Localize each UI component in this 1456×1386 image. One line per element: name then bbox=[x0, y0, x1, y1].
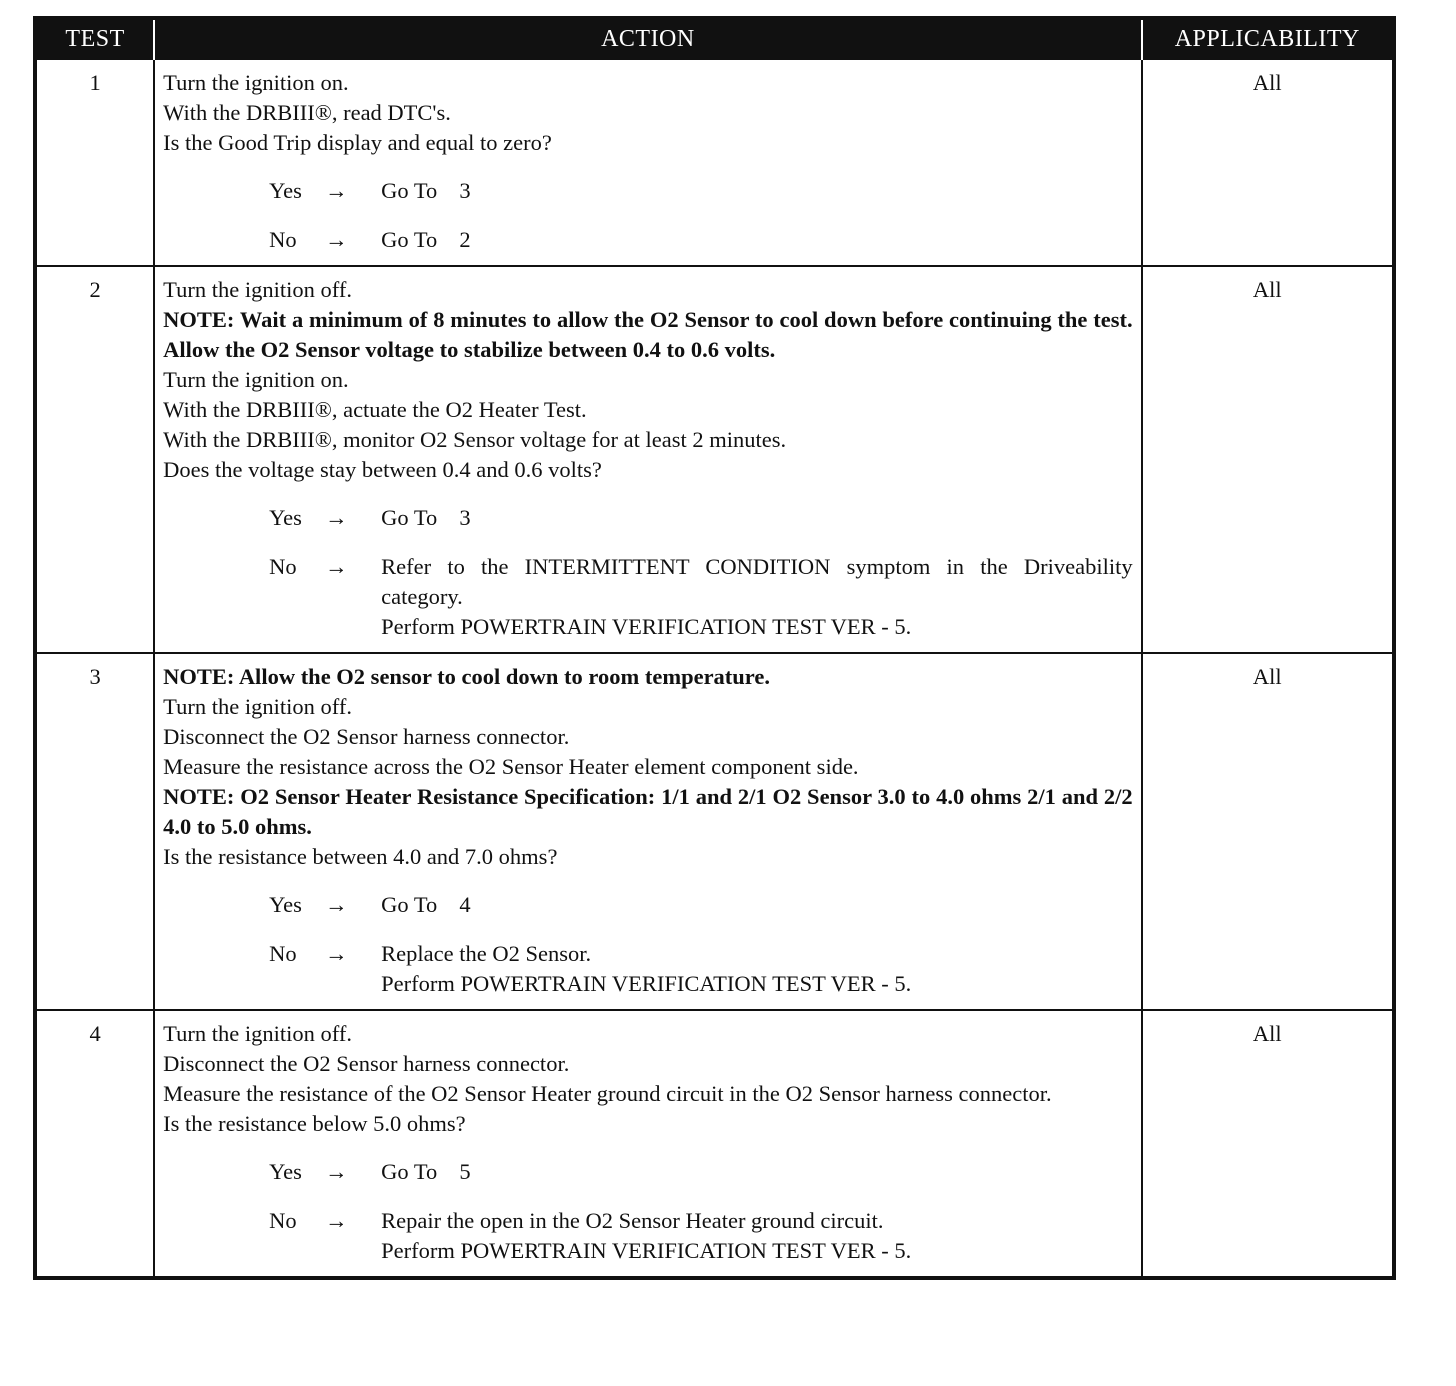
table-header-row bbox=[35, 18, 1394, 59]
goto-step-number: 2 bbox=[459, 227, 471, 252]
goto-step-number: 4 bbox=[459, 892, 471, 917]
note-text: NOTE: Wait a minimum of 8 minutes to allow the O2 Sensor to cool down before continuing the test. Allow the O2 Sensor voltage to stabilize between 0.4 to 0.6 volts. bbox=[163, 307, 1133, 362]
yes-label: Yes bbox=[269, 1159, 302, 1184]
step-text: With the DRBIII®, read DTC's. bbox=[163, 100, 451, 125]
no-label: No bbox=[269, 554, 297, 579]
goto-label: Go To bbox=[381, 1159, 438, 1184]
answer-block bbox=[163, 1157, 1132, 1266]
yes-label: Yes bbox=[269, 505, 302, 530]
action-cell bbox=[154, 1010, 1141, 1278]
step-text: Turn the ignition off. bbox=[163, 277, 352, 302]
result-line: Repair the open in the O2 Sensor Heater ground circuit. bbox=[381, 1208, 884, 1233]
step-text: Is the resistance between 4.0 and 7.0 ohms? bbox=[163, 844, 558, 869]
goto-step-number: 5 bbox=[459, 1159, 471, 1184]
no-branch bbox=[269, 552, 1132, 642]
goto-step-number: 3 bbox=[459, 178, 471, 203]
diagnostic-test-table bbox=[33, 16, 1396, 1280]
action-cell bbox=[154, 653, 1141, 1010]
arrow-icon: → bbox=[325, 1208, 348, 1233]
table-row bbox=[35, 653, 1394, 1010]
step-text: With the DRBIII®, actuate the O2 Heater Test. bbox=[163, 397, 587, 422]
answer-block bbox=[163, 176, 1132, 255]
note-text: NOTE: O2 Sensor Heater Resistance Specification: 1/1 and 2/1 O2 Sensor 3.0 to 4.0 ohms 2/1 and 2/2 4.0 to 5.0 ohms. bbox=[163, 784, 1133, 839]
no-label: No bbox=[269, 941, 297, 966]
header-test: TEST bbox=[35, 18, 154, 59]
goto-step-number: 3 bbox=[459, 505, 471, 530]
arrow-icon: → bbox=[325, 941, 348, 966]
header-applicability: APPLICABILITY bbox=[1142, 18, 1394, 59]
yes-result bbox=[381, 1157, 1132, 1187]
yes-result bbox=[381, 176, 1132, 206]
table-body bbox=[35, 59, 1394, 1278]
goto-label: Go To bbox=[381, 178, 438, 203]
step-text: Measure the resistance of the O2 Sensor Heater ground circuit in the O2 Sensor harness connector. bbox=[163, 1081, 1052, 1106]
applicability-value: All bbox=[1142, 59, 1394, 266]
test-number: 1 bbox=[35, 59, 154, 266]
result-line: Perform POWERTRAIN VERIFICATION TEST VER - 5. bbox=[381, 971, 912, 996]
result-line: Perform POWERTRAIN VERIFICATION TEST VER - 5. bbox=[381, 1238, 912, 1263]
yes-branch bbox=[269, 890, 1132, 920]
yes-result bbox=[381, 503, 1132, 533]
no-branch bbox=[269, 225, 1132, 255]
table-row bbox=[35, 1010, 1394, 1278]
step-text: Turn the ignition on. bbox=[163, 367, 349, 392]
test-number: 2 bbox=[35, 266, 154, 653]
no-label: No bbox=[269, 1208, 297, 1233]
yes-label: Yes bbox=[269, 178, 302, 203]
step-text: Is the resistance below 5.0 ohms? bbox=[163, 1111, 466, 1136]
note-text: NOTE: Allow the O2 sensor to cool down to room temperature. bbox=[163, 664, 771, 689]
yes-result bbox=[381, 890, 1132, 920]
step-text: Turn the ignition on. bbox=[163, 70, 349, 95]
yes-label: Yes bbox=[269, 892, 302, 917]
no-branch bbox=[269, 1206, 1132, 1266]
applicability-value: All bbox=[1142, 266, 1394, 653]
yes-branch bbox=[269, 176, 1132, 206]
result-line: Refer to the INTERMITTENT CONDITION symptom in the Driveability category. bbox=[381, 554, 1133, 609]
action-steps bbox=[163, 662, 1132, 872]
arrow-icon: → bbox=[325, 505, 348, 530]
step-text: Disconnect the O2 Sensor harness connector. bbox=[163, 724, 570, 749]
action-steps bbox=[163, 1019, 1132, 1139]
yes-branch bbox=[269, 503, 1132, 533]
action-steps bbox=[163, 68, 1132, 158]
yes-branch bbox=[269, 1157, 1132, 1187]
answer-block bbox=[163, 503, 1132, 642]
answer-block bbox=[163, 890, 1132, 999]
step-text: Turn the ignition off. bbox=[163, 1021, 352, 1046]
applicability-value: All bbox=[1142, 653, 1394, 1010]
result-line: Perform POWERTRAIN VERIFICATION TEST VER - 5. bbox=[381, 614, 912, 639]
goto-label: Go To bbox=[381, 892, 438, 917]
table-row bbox=[35, 266, 1394, 653]
no-branch bbox=[269, 939, 1132, 999]
test-number: 3 bbox=[35, 653, 154, 1010]
action-cell bbox=[154, 266, 1141, 653]
no-result bbox=[381, 1206, 1132, 1266]
table-row bbox=[35, 59, 1394, 266]
result-line: Replace the O2 Sensor. bbox=[381, 941, 592, 966]
no-result bbox=[381, 225, 1132, 255]
step-text: Disconnect the O2 Sensor harness connector. bbox=[163, 1051, 570, 1076]
test-number: 4 bbox=[35, 1010, 154, 1278]
goto-label: Go To bbox=[381, 505, 438, 530]
step-text: Measure the resistance across the O2 Sensor Heater element component side. bbox=[163, 754, 859, 779]
step-text: Turn the ignition off. bbox=[163, 694, 352, 719]
step-text: Does the voltage stay between 0.4 and 0.6 volts? bbox=[163, 457, 602, 482]
no-label: No bbox=[269, 227, 297, 252]
step-text: With the DRBIII®, monitor O2 Sensor voltage for at least 2 minutes. bbox=[163, 427, 787, 452]
arrow-icon: → bbox=[325, 554, 348, 579]
action-cell bbox=[154, 59, 1141, 266]
arrow-icon: → bbox=[325, 178, 348, 203]
step-text: Is the Good Trip display and equal to zero? bbox=[163, 130, 552, 155]
no-result bbox=[381, 939, 1132, 999]
no-result bbox=[381, 552, 1132, 642]
arrow-icon: → bbox=[325, 892, 348, 917]
header-action: ACTION bbox=[154, 18, 1141, 59]
arrow-icon: → bbox=[325, 1159, 348, 1184]
action-steps bbox=[163, 275, 1132, 485]
applicability-value: All bbox=[1142, 1010, 1394, 1278]
goto-label: Go To bbox=[381, 227, 438, 252]
arrow-icon: → bbox=[325, 227, 348, 252]
